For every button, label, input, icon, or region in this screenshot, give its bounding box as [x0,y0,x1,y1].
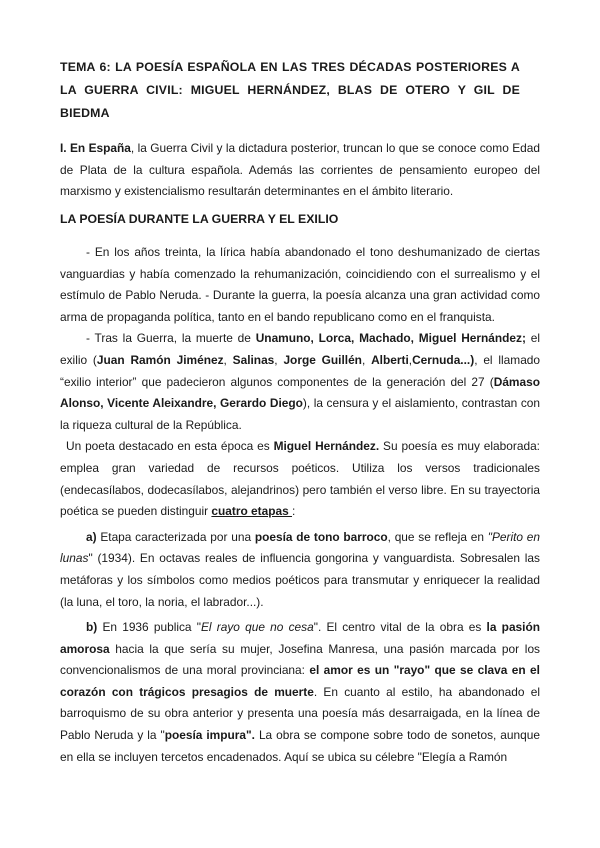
p2-bold-2: Juan Ramón Jiménez [96,352,224,367]
p4-text-1: Etapa caracterizada por una [96,529,255,544]
p2-text-6: , [408,352,413,367]
p2-text-5: , [361,352,372,367]
p4-bold-1: poesía de tono barroco [254,529,388,544]
p3-underline-1: cuatro etapas [211,504,293,519]
intro-paragraph [60,138,540,203]
p5-label: b) [86,620,98,635]
p2-text-8: ), la censura y el aislamiento, contrastan con la riqueza cultural de la República. [60,396,540,432]
p5-text-1: En 1936 publica " [97,620,201,635]
p5-bold-3: poesía impura". [164,728,255,743]
p2-bold-6: Cernuda...) [412,352,475,367]
intro-lead: I. En España [60,141,131,155]
p2-bold-4: Jorge Guillén [283,352,362,367]
p5-text-4: . En cuanto al estilo, ha abandonado el barroquismo de su obra anterior y presenta una poesía más desarraigada, en la línea de Pablo Neruda y la " [60,684,541,743]
p3-text-2: Su poesía es muy elaborada: emplea gran variedad de recursos poéticos. Utiliza los versos tradicionales (endecasílabos, dodecasílabos, alejandrinos) pero también el verso libre. En su trayectoria poética se pueden distinguir [60,439,540,519]
p4-text-2: , que se refleja en [387,529,488,544]
p4-label: a) [86,529,97,544]
p3-text-1: Un poeta destacado en esta época es [66,439,274,454]
p2-bold-7: Dámaso Alonso, Vicente Aleixandre, Gerardo Diego [60,374,540,411]
paragraph-1: - En los años treinta, la lírica había abandonado el tono deshumanizado de ciertas vanguardias y había comenzado la rehumanización, coincidiendo con el surrealismo y el estímulo de Pablo Neruda. - Durante la guerra, la poesía alcanza una gran actividad como arma de propaganda política, tanto en el bando republicano como en el franquista. [60,245,540,324]
paragraph-4 [60,527,540,613]
p5-text-5: La obra se compone sobre todo de sonetos, aunque en ella se incluyen tercetos encadenados. Aquí se ubica su célebre "Elegía a Ramón [60,728,540,764]
section-heading: LA POESÍA DURANTE LA GUERRA Y EL EXILIO [60,212,339,226]
intro-text: , la Guerra Civil y la dictadura posterior, truncan lo que se conoce como Edad de Plata de la cultura española. Además las corrientes de pensamiento europeo del marxismo y existencialismo resultarán determinantes en el ámbito literario. [60,141,540,199]
p2-text-1: - Tras la Guerra, la muerte de [86,331,256,346]
p5-bold-2: el amor es un "rayo" que se clava en el corazón con trágicos presagios de muerte [60,663,540,699]
p2-text-7: , el llamado “exilio interior” que padecieron algunos componentes de la generación del 27 ( [60,352,541,389]
p5-text-2: ". El centro vital de la obra es [313,620,487,635]
p2-bold-3: Salinas [232,352,275,367]
p4-italic-1: "Perito en lunas [60,529,540,566]
paragraph-5 [60,617,540,768]
p2-text-2: el exilio ( [60,331,541,367]
p5-text-3: hacia la que sería su mujer, Josefina Manresa, una pasión marcada por los convencionalismos de una moral provinciana: [60,641,540,678]
paragraph-2 [60,328,540,436]
p5-italic-1: El rayo que no cesa [200,620,314,635]
p2-bold-1: Unamuno, Lorca, Machado, Miguel Hernández; [255,331,526,346]
p3-text-3: : [292,504,296,519]
p5-bold-1: la pasión amorosa [60,620,540,656]
document-title: TEMA 6: LA POESÍA ESPAÑOLA EN LAS TRES DÉCADAS POSTERIORES A LA GUERRA CIVIL: MIGUEL HERNÁNDEZ, BLAS DE OTERO Y GIL DE BIEDMA [60,60,520,120]
main-body [60,242,540,768]
paragraph-3 [60,436,540,522]
p2-text-4: , [274,352,284,367]
p4-text-3: " (1934). En octavas reales de influencia gongorina y vanguardista. Sobresalen las metáforas y los símbolos como medios poéticos para transmutar y enriquecer la realidad (la luna, el toro, la noria, el labrador...). [60,551,540,609]
p2-bold-5: Alberti [371,352,409,367]
p2-text-3: , [223,352,233,367]
p3-bold-1: Miguel Hernández. [273,439,380,454]
